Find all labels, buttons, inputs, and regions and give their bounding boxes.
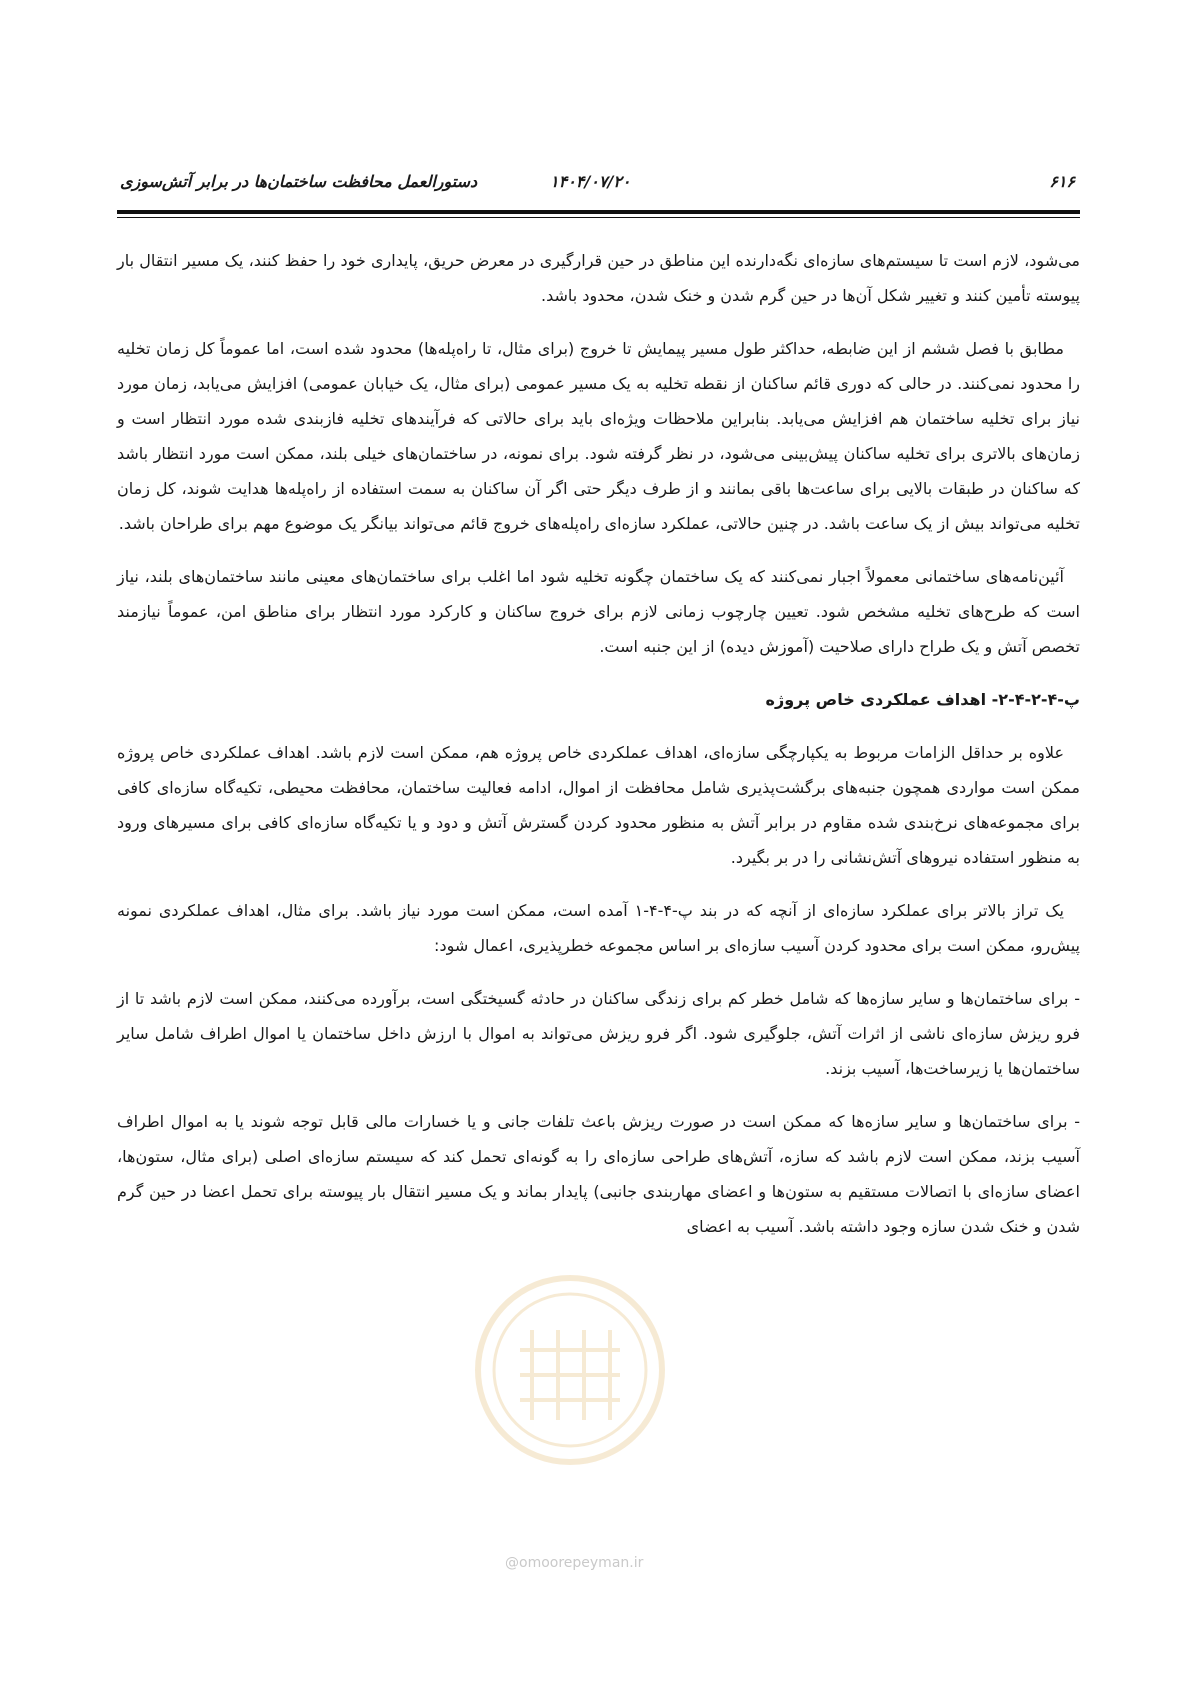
watermark-logo-icon xyxy=(470,1270,670,1470)
watermark-url: @omoorepeyman.ir xyxy=(505,1555,644,1571)
header-title: دستورالعمل محافظت ساختمان‌ها در برابر آتش‌سوزی xyxy=(120,172,478,191)
paragraph: می‌شود، لازم است تا سیستم‌های سازه‌ای نگه‌دارنده این مناطق در حین قرارگیری در معرض حریق، پایداری خود را حفظ کنند، یک مسیر انتقال بار پیوسته تأمین کنند و تغییر شکل آن‌ها در حین گرم شدن و خنک شدن، محدود باشد. xyxy=(117,251,1080,305)
header-rule-thick xyxy=(117,210,1080,214)
page-number: ۶۱۶ xyxy=(1049,172,1075,191)
bullet-paragraph: - برای ساختمان‌ها و سایر سازه‌ها که ممکن است در صورت ریزش باعث تلفات جانی و یا خسارات مالی قابل توجه شوند یا به اموال اطراف آسیب بزند، ممکن است لازم باشد که سازه، آتش‌های طراحی سازه‌ای را به گونه‌ای تحمل کند که سیستم سازه‌ای اصلی (برای مثال، ستون‌ها، اعضای سازه‌ای با اتصالات مستقیم به ستون‌ها و اعضای مهاربندی جانبی) پایدار بماند و یک مسیر انتقال بار پیوسته برای تحمل اعضا در حین گرم شدن و خنک شدن سازه وجود داشته باشد. آسیب به اعضای xyxy=(117,1112,1080,1236)
section-heading: پ-۴-۲-۴-۲- اهداف عملکردی خاص پروژه xyxy=(765,690,1080,709)
paragraph: مطابق با فصل ششم از این ضابطه، حداکثر طول مسیر پیمایش تا خروج (برای مثال، تا راه‌پله‌ها) محدود شده است، اما عموماً کل زمان تخلیه را محدود نمی‌کنند. در حالی که دوری قائم ساکنان از نقطه تخلیه به یک مسیر عمومی (برای مثال، یک خیابان عمومی) افزایش می‌یابد، زمان مورد نیاز برای تخلیه ساختمان هم افزایش می‌یابد. بنابراین ملاحظات ویژه‌ای باید برای حالاتی که فرآیندهای تخلیه فازبندی شده مورد انتظار است و زمان‌های بالاتری برای تخلیه ساکنان پیش‌بینی می‌شود، در نظر گرفته شود. برای نمونه، در ساختمان‌های خیلی بلند، ممکن است مورد انتظار باشد که ساکنان در طبقات بالایی برای ساعت‌ها باقی بمانند و از طرف دیگر حتی اگر آن ساکنان به سمت استفاده از راه‌پله‌ها هدایت شوند، کل زمان تخلیه می‌تواند بیش از یک ساعت باشد. در چنین حالاتی، عملکرد سازه‌ای راه‌پله‌های خروج قائم می‌تواند بیانگر یک موضوع مهم برای طراحان باشد. xyxy=(117,339,1080,533)
document-body xyxy=(117,243,1080,1262)
running-header xyxy=(120,172,1075,202)
paragraph: یک تراز بالاتر برای عملکرد سازه‌ای از آنچه که در بند پ-۴-۴-۱ آمده است، ممکن است مورد نیاز باشد. برای مثال، اهداف عملکردی نمونه پیش‌رو، ممکن است برای محدود کردن آسیب سازه‌ای بر اساس مجموعه خطرپذیری، اعمال شود: xyxy=(117,901,1080,955)
paragraph: آئین‌نامه‌های ساختمانی معمولاً اجبار نمی‌کنند که یک ساختمان چگونه تخلیه شود اما اغلب برای ساختمان‌های معینی مانند ساختمان‌های بلند، نیاز است که طرح‌های تخلیه مشخص شود. تعیین چارچوب زمانی لازم برای خروج ساکنان و کارکرد مورد انتظار برای مناطق امن، عموماً نیازمند تخصص آتش و یک طراح دارای صلاحیت (آموزش دیده) از این جنبه است. xyxy=(117,567,1080,656)
paragraph: علاوه بر حداقل الزامات مربوط به یکپارچگی سازه‌ای، اهداف عملکردی خاص پروژه هم، ممکن است لازم باشد. اهداف عملکردی خاص پروژه ممکن است مواردی همچون جنبه‌های برگشت‌پذیری شامل محافظت از اموال، ادامه فعالیت ساختمان، محافظت محیطی، تکیه‌گاه سازه‌ای کافی برای مجموعه‌های نرخ‌بندی شده مقاوم در برابر آتش به منظور محدود کردن گسترش آتش و دود و یا تکیه‌گاه سازه‌ای کافی برای مسیرهای ورود به منظور استفاده نیروهای آتش‌نشانی را در بر بگیرد. xyxy=(117,743,1080,867)
header-rule-thin xyxy=(117,217,1080,218)
bullet-paragraph: - برای ساختمان‌ها و سایر سازه‌ها که شامل خطر کم برای زندگی ساکنان در حادثه گسیختگی است، برآورده می‌کنند، ممکن است لازم باشد تا از فرو ریزش سازه‌ای ناشی از اثرات آتش، جلوگیری شود. اگر فرو ریزش می‌تواند به اموال با ارزش داخل ساختمان یا اموال اطراف شامل سایر ساختمان‌ها یا زیرساخت‌ها، آسیب بزند. xyxy=(117,989,1080,1078)
header-date: ۱۴۰۴/۰۷/۲۰ xyxy=(550,172,631,191)
